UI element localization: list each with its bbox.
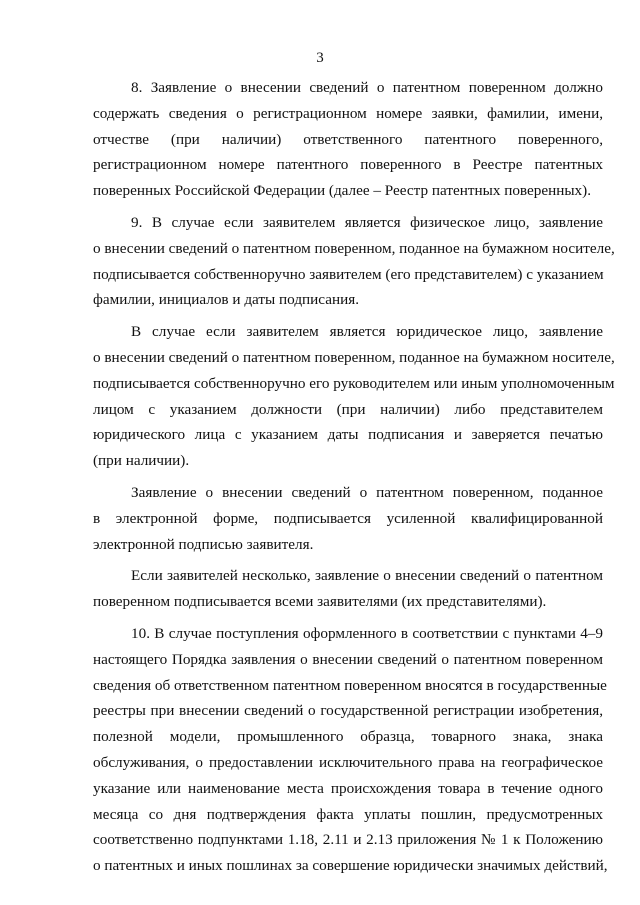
paragraph-line: Заявление о внесении сведений о патентном поверенном, поданное (131, 483, 603, 501)
paragraph (93, 563, 603, 615)
paragraph-line: поверенных Российской Федерации (далее – Реестр патентных поверенных). (93, 182, 591, 200)
paragraph-line: 10. В случае поступления оформленного в соответствии с пунктами 4–9 (131, 624, 603, 642)
document-body (93, 75, 615, 885)
paragraph-line: реестры при внесении сведений о государственной регистрации изобретения, (93, 702, 603, 720)
paragraph-line: о внесении сведений о патентном поверенном, поданное на бумажном носителе, (93, 239, 615, 257)
paragraph-line: о внесении сведений о патентном поверенном, поданное на бумажном носителе, (93, 348, 615, 366)
paragraph-line: В случае если заявителем является юридическое лицо, заявление (131, 323, 603, 341)
paragraph-line: лицом с указанием должности (при наличии) либо представителем (93, 400, 603, 418)
paragraph-line: о патентных и иных пошлинах за совершение юридически значимых действий, (93, 857, 608, 875)
page-number: 3 (316, 50, 324, 66)
paragraph-line: сведения об ответственном патентном поверенном вносятся в государственные (93, 676, 607, 694)
paragraph-line: подписывается собственноручно его руководителем или иным уполномоченным (93, 374, 615, 392)
paragraph-line: соответственно подпунктами 1.18, 2.11 и 2.13 приложения № 1 к Положению (93, 831, 603, 849)
paragraph-line: указание или наименование места происхождения товара в течение одного (93, 779, 603, 797)
paragraph-line: в электронной форме, подписывается усиленной квалифицированной (93, 509, 603, 527)
paragraph-line: настоящего Порядка заявления о внесении сведений о патентном поверенном (93, 650, 603, 668)
paragraph-line: содержать сведения о регистрационном номере заявки, фамилии, имени, (93, 104, 603, 122)
paragraph-line: Если заявителей несколько, заявление о внесении сведений о патентном (131, 567, 603, 585)
paragraph (93, 621, 608, 879)
paragraph-line: полезной модели, промышленного образца, товарного знака, знака (93, 728, 603, 746)
paragraph (93, 319, 615, 474)
paragraph-line: юридического лица с указанием даты подписания и заверяется печатью (93, 426, 603, 444)
paragraph-line: фамилии, инициалов и даты подписания. (93, 291, 360, 309)
paragraph-line: (при наличии). (93, 452, 190, 470)
paragraph-line: регистрационном номере патентного поверенного в Реестре патентных (93, 156, 603, 174)
paragraph-line: 8. Заявление о внесении сведений о патентном поверенном должно (131, 79, 603, 96)
paragraph-line: обслуживания, о предоставлении исключительного права на географическое (93, 753, 603, 771)
paragraph-line: 9. В случае если заявителем является физическое лицо, заявление (131, 213, 603, 231)
paragraph-line: поверенном подписывается всеми заявителями (их представителями). (93, 593, 547, 611)
paragraph-line: электронной подписью заявителя. (93, 535, 314, 553)
paragraph-line: подписывается собственноручно заявителем (его представителем) с указанием (93, 265, 604, 283)
paragraph-line: месяца со дня подтверждения факта уплаты пошлин, предусмотренных (93, 805, 603, 823)
paragraph (93, 480, 603, 557)
paragraph (93, 75, 603, 204)
paragraph (93, 210, 615, 313)
paragraph-line: отчестве (при наличии) ответственного патентного поверенного, (93, 130, 603, 148)
